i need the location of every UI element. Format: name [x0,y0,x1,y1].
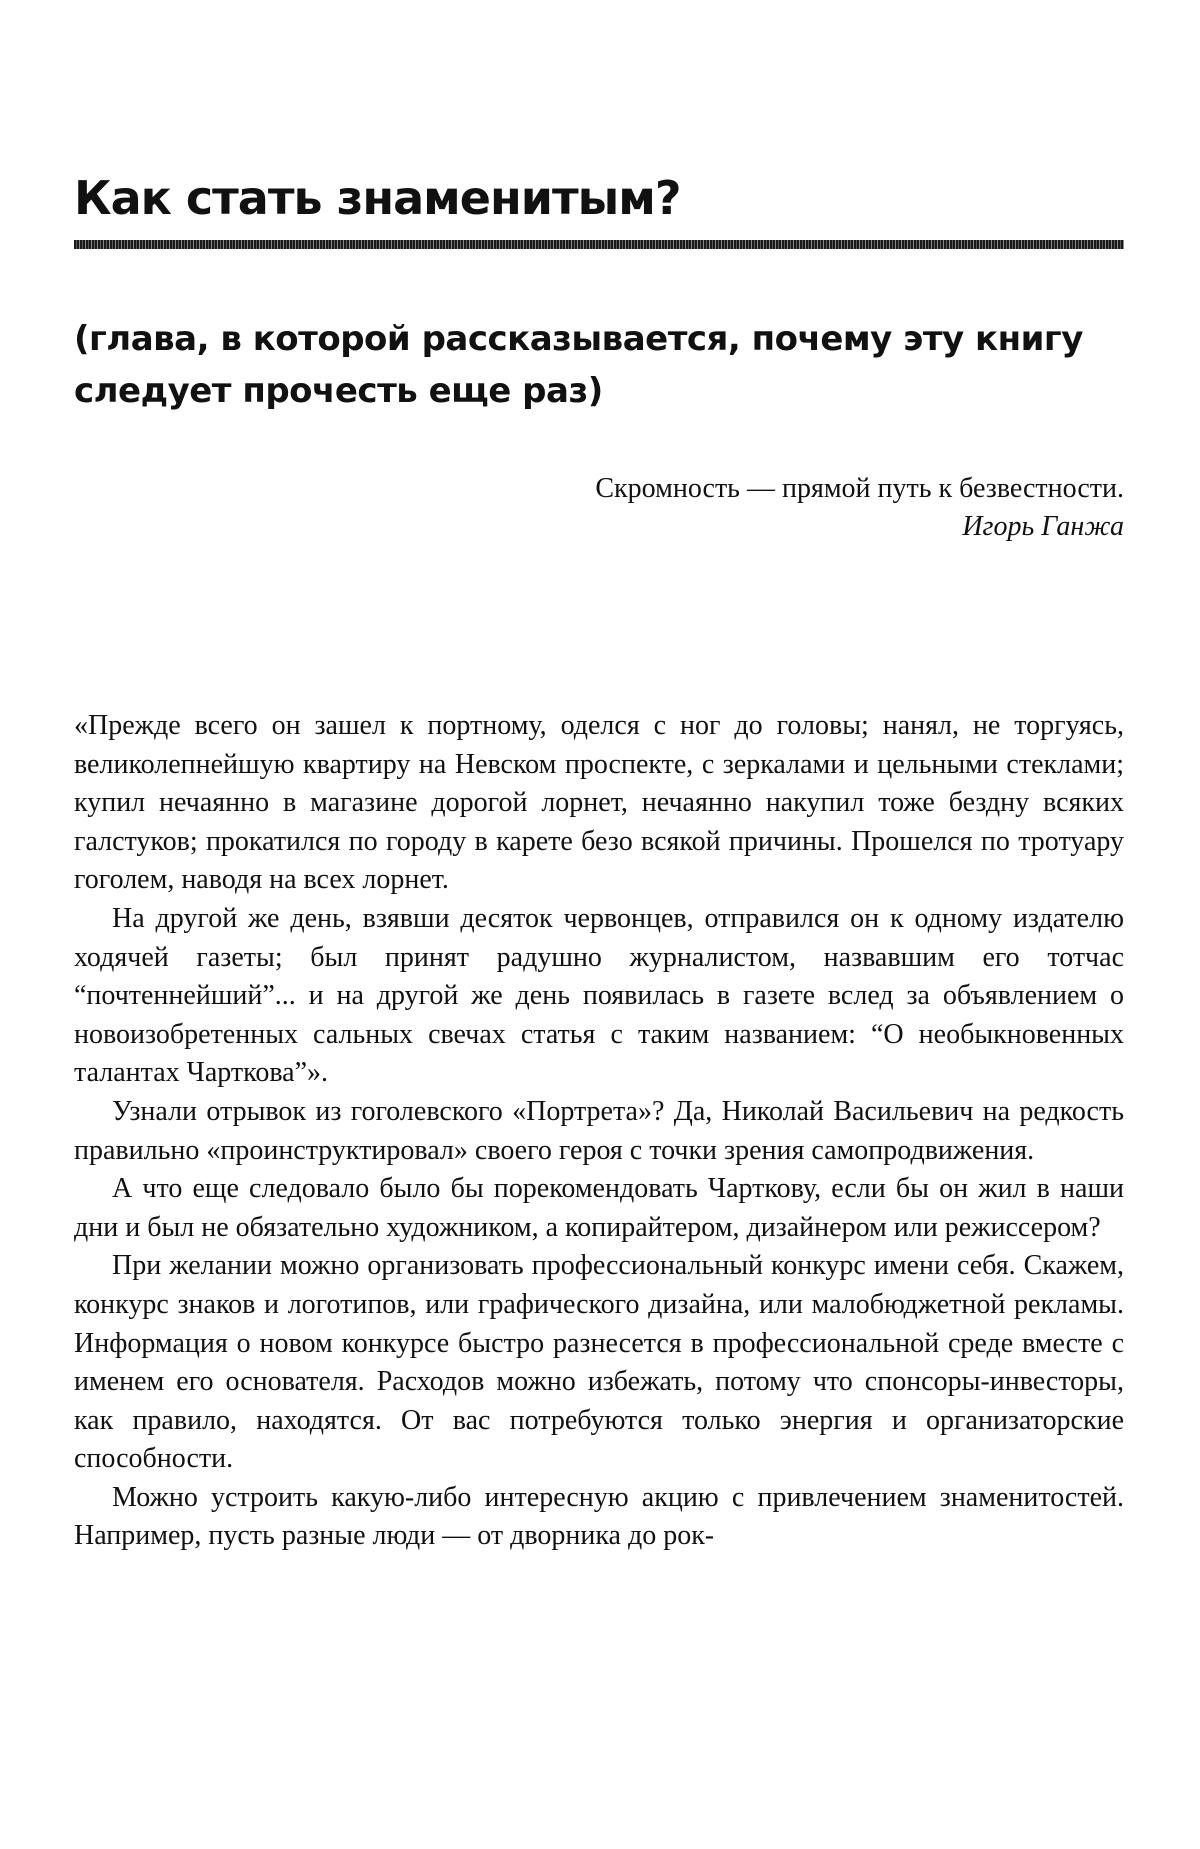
chapter-title: Как стать знаменитым? [74,171,681,225]
paragraph: Можно устроить какую-либо интересную акцию с привлечением знаменитостей. Например, пусть разные люди — от дворника до рок- [74,1481,1124,1552]
paragraph: «Прежде всего он зашел к портному, оделся с ног до головы; нанял, не торгуясь, великолепнейшую квартиру на Невском проспекте, с зеркалами и цельными стеклами; купил нечаянно в магазине дорогой лорнет, нечаянно накупил тоже бездну всяких галстуков; прокатился по городу в карете безо всякой причины. Прошелся по тротуару гоголем, наводя на всех лорнет. [74,710,1124,896]
title-divider [74,240,1124,249]
epigraph-quote: Скромность — прямой путь к безвестности. [595,473,1124,504]
paragraph: Узнали отрывок из гоголевского «Портрета»? Да, Николай Васильевич на редкость правильно «проинструктировал» своего героя с точки зрения самопродвижения. [74,1095,1124,1166]
paragraph: На другой же день, взявши десяток червонцев, отправился он к одному издателю ходячей газеты; был принят радушно журналистом, назвавшим его тотчас “почтеннейший”... и на другой же день появилась в газете вслед за объявлением о новоизобретенных сальных свечах статья с таким названием: “О необыкновенных талантах Чарткова”». [74,902,1124,1089]
epigraph [424,470,1124,546]
chapter-subtitle: (глава, в которой рассказывается, почему эту книгу следует прочесть еще раз) [74,319,1083,411]
paragraph: При желании можно организовать профессиональный конкурс имени себя. Скажем, конкурс знаков и логотипов, или графического дизайна, или малобюджетной рекламы. Информация о новом конкурсе быстро разнесется в профессиональной среде вместе с именем его основателя. Расходов можно избежать, потому что спонсоры-инвесторы, как правило, находятся. От вас потребуются только энергия и организаторские способности. [74,1250,1124,1475]
paragraph: А что еще следовало было бы порекомендовать Чарткову, если бы он жил в наши дни и был не обязательно художником, а копирайтером, дизайнером или режиссером? [74,1173,1124,1243]
body-text [74,707,1124,1556]
epigraph-author: Игорь Ганжа [962,511,1124,542]
